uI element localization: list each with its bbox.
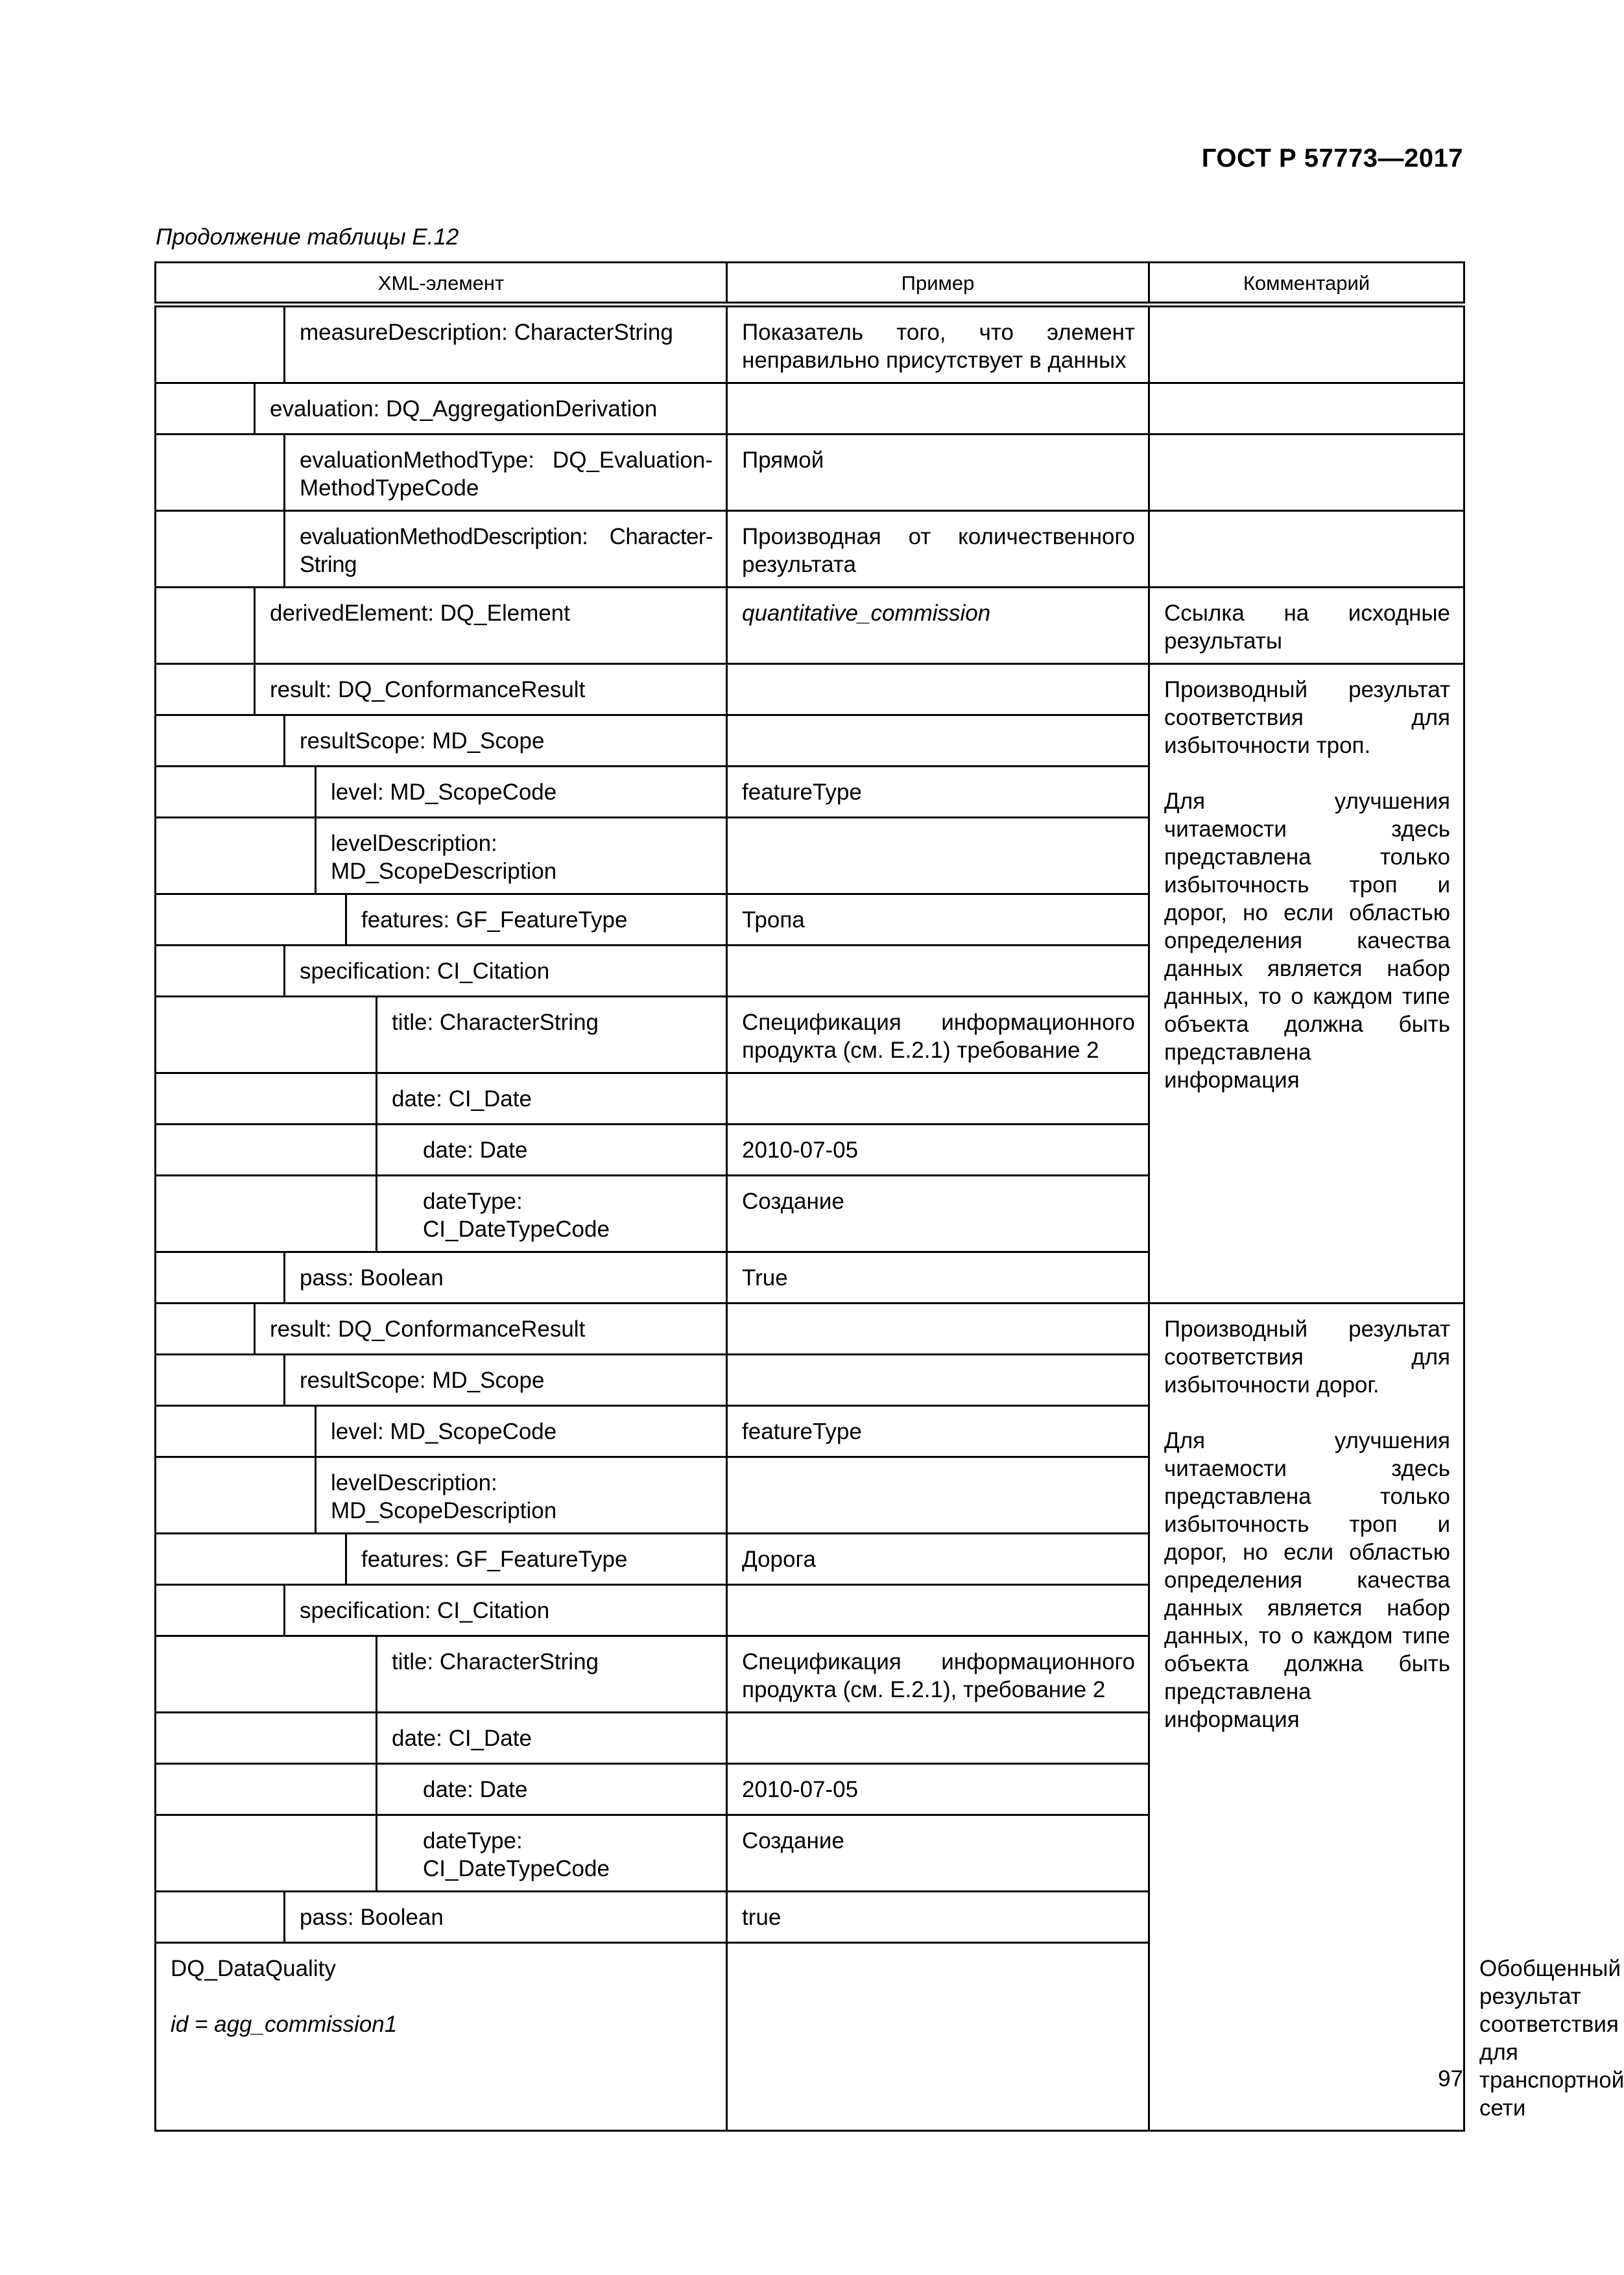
element-cell: levelDescription: MD_ScopeDescription xyxy=(316,1457,727,1534)
example-cell: Создание xyxy=(727,1176,1149,1252)
column-header-example: Пример xyxy=(727,263,1149,305)
element-cell: dateType: CI_DateTypeCode xyxy=(377,1815,727,1892)
example-cell: True xyxy=(727,1252,1149,1304)
indent-cell xyxy=(156,383,255,435)
table-row xyxy=(156,511,1464,588)
indent-cell xyxy=(156,1073,377,1125)
element-cell: date: Date xyxy=(377,1764,727,1815)
element-cell: level: MD_ScopeCode xyxy=(316,767,727,818)
example-cell: Спецификация информационного продукта (см. Е.2.1), требование 2 xyxy=(727,1636,1149,1713)
indent-cell xyxy=(156,1406,316,1457)
example-cell: 2010-07-05 xyxy=(727,1764,1149,1815)
element-cell: pass: Boolean xyxy=(285,1252,727,1304)
table-row: DQ_DataQuality id = agg_commission1 Обобщенный результат соответствия для транспортной сети xyxy=(156,1943,1464,2131)
element-cell: title: CharacterString xyxy=(377,997,727,1073)
comment-cell: Ссылка на исходные результаты xyxy=(1149,588,1464,664)
example-cell xyxy=(727,946,1149,997)
example-cell xyxy=(727,1073,1149,1125)
element-cell xyxy=(156,1943,727,2131)
indent-cell xyxy=(156,1355,285,1406)
indent-cell xyxy=(156,511,285,588)
example-cell xyxy=(727,1355,1149,1406)
example-cell xyxy=(727,1304,1149,1355)
indent-cell xyxy=(156,1304,255,1355)
element-cell: resultScope: MD_Scope xyxy=(285,715,727,767)
group-comment-note: Для улучшения читаемости здесь представлена только избыточность троп и дорог, но если областью определения качества данных является набор данных, то о каждом типе объекта должна быть представлена информация xyxy=(1164,1428,1450,1732)
example-cell: quantitative_commission xyxy=(727,588,1149,664)
element-cell: evaluationMethodDescription: Character-String xyxy=(285,511,727,588)
indent-cell xyxy=(156,305,285,383)
indent-cell xyxy=(156,1892,285,1943)
example-cell: Прямой xyxy=(727,435,1149,511)
element-cell: result: DQ_ConformanceResult xyxy=(255,1304,727,1355)
column-header-comment: Комментарий xyxy=(1149,263,1464,305)
comment-cell xyxy=(1149,383,1464,435)
indent-cell xyxy=(156,715,285,767)
indent-cell xyxy=(156,1125,377,1176)
example-cell xyxy=(727,383,1149,435)
table-row xyxy=(156,435,1464,511)
element-cell: levelDescription: MD_ScopeDescription xyxy=(316,818,727,894)
indent-cell xyxy=(156,1636,377,1713)
indent-cell xyxy=(156,588,255,664)
group-comment-summary: Производный результат соответствия для избыточности троп. xyxy=(1164,677,1450,758)
indent-cell xyxy=(156,1176,377,1252)
group-comment-note: Для улучшения читаемости здесь представлена только избыточность троп и дорог, но если областью определения качества данных является набор данных, то о каждом типе объекта должна быть представлена информация xyxy=(1164,789,1450,1093)
table-row xyxy=(156,588,1464,664)
group-comment-summary: Производный результат соответствия для избыточности дорог. xyxy=(1164,1316,1450,1398)
indent-cell xyxy=(156,894,346,946)
group-comment-cell xyxy=(1149,1304,1464,2131)
example-cell: true xyxy=(727,1892,1149,1943)
element-cell: evaluationMethodType: DQ_Evaluation-MethodTypeCode xyxy=(285,435,727,511)
element-cell: date: CI_Date xyxy=(377,1713,727,1764)
example-cell xyxy=(727,1713,1149,1764)
table-row xyxy=(156,305,1464,383)
element-cell: pass: Boolean xyxy=(285,1892,727,1943)
element-cell: specification: CI_Citation xyxy=(285,946,727,997)
column-header-xml-element: XML-элемент xyxy=(156,263,727,305)
indent-cell xyxy=(156,1585,285,1636)
example-cell: Дорога xyxy=(727,1534,1149,1585)
element-cell: date: CI_Date xyxy=(377,1073,727,1125)
indent-cell xyxy=(156,1764,377,1815)
example-cell: Показатель того, что элемент неправильно присутствует в данных xyxy=(727,305,1149,383)
element-cell: derivedElement: DQ_Element xyxy=(255,588,727,664)
indent-cell xyxy=(156,435,285,511)
example-cell: Производная от количественного результата xyxy=(727,511,1149,588)
indent-cell xyxy=(156,1713,377,1764)
element-cell: resultScope: MD_Scope xyxy=(285,1355,727,1406)
element-cell: evaluation: DQ_AggregationDerivation xyxy=(255,383,727,435)
table-continuation-label: Продолжение таблицы Е.12 xyxy=(156,224,459,250)
example-cell: featureType xyxy=(727,1406,1149,1457)
element-cell: measureDescription: CharacterString xyxy=(285,305,727,383)
element-cell: title: CharacterString xyxy=(377,1636,727,1713)
example-cell xyxy=(727,1943,1149,2131)
example-cell xyxy=(727,818,1149,894)
example-cell xyxy=(727,1585,1149,1636)
example-cell xyxy=(727,664,1149,715)
indent-cell xyxy=(156,1457,316,1534)
element-cell: features: GF_FeatureType xyxy=(346,1534,727,1585)
element-id: id = agg_commission1 xyxy=(171,2012,398,2037)
element-name: DQ_DataQuality xyxy=(171,1956,336,1981)
example-cell: featureType xyxy=(727,767,1149,818)
example-cell: Создание xyxy=(727,1815,1149,1892)
element-cell: result: DQ_ConformanceResult xyxy=(255,664,727,715)
element-cell: date: Date xyxy=(377,1125,727,1176)
indent-cell xyxy=(156,818,316,894)
element-cell: level: MD_ScopeCode xyxy=(316,1406,727,1457)
indent-cell xyxy=(156,997,377,1073)
comment-cell xyxy=(1149,435,1464,511)
group-comment-cell xyxy=(1149,664,1464,1304)
example-cell: 2010-07-05 xyxy=(727,1125,1149,1176)
standard-code: ГОСТ Р 57773—2017 xyxy=(1201,144,1463,173)
element-cell: specification: CI_Citation xyxy=(285,1585,727,1636)
indent-cell xyxy=(156,1252,285,1304)
comment-cell xyxy=(1149,305,1464,383)
comment-cell xyxy=(1149,511,1464,588)
indent-cell xyxy=(156,1815,377,1892)
indent-cell xyxy=(156,664,255,715)
element-cell: dateType: CI_DateTypeCode xyxy=(377,1176,727,1252)
xml-example-table xyxy=(154,261,1624,2132)
table-row xyxy=(156,664,1464,715)
page-number: 97 xyxy=(1438,2066,1463,2091)
example-cell: Спецификация информационного продукта (см. Е.2.1) требование 2 xyxy=(727,997,1149,1073)
indent-cell xyxy=(156,946,285,997)
example-cell xyxy=(727,1457,1149,1534)
example-cell xyxy=(727,715,1149,767)
example-cell: Тропа xyxy=(727,894,1149,946)
indent-cell xyxy=(156,767,316,818)
element-cell: features: GF_FeatureType xyxy=(346,894,727,946)
table-row xyxy=(156,1304,1464,1355)
indent-cell xyxy=(156,1534,346,1585)
table-header-row xyxy=(156,263,1464,305)
table-row xyxy=(156,383,1464,435)
